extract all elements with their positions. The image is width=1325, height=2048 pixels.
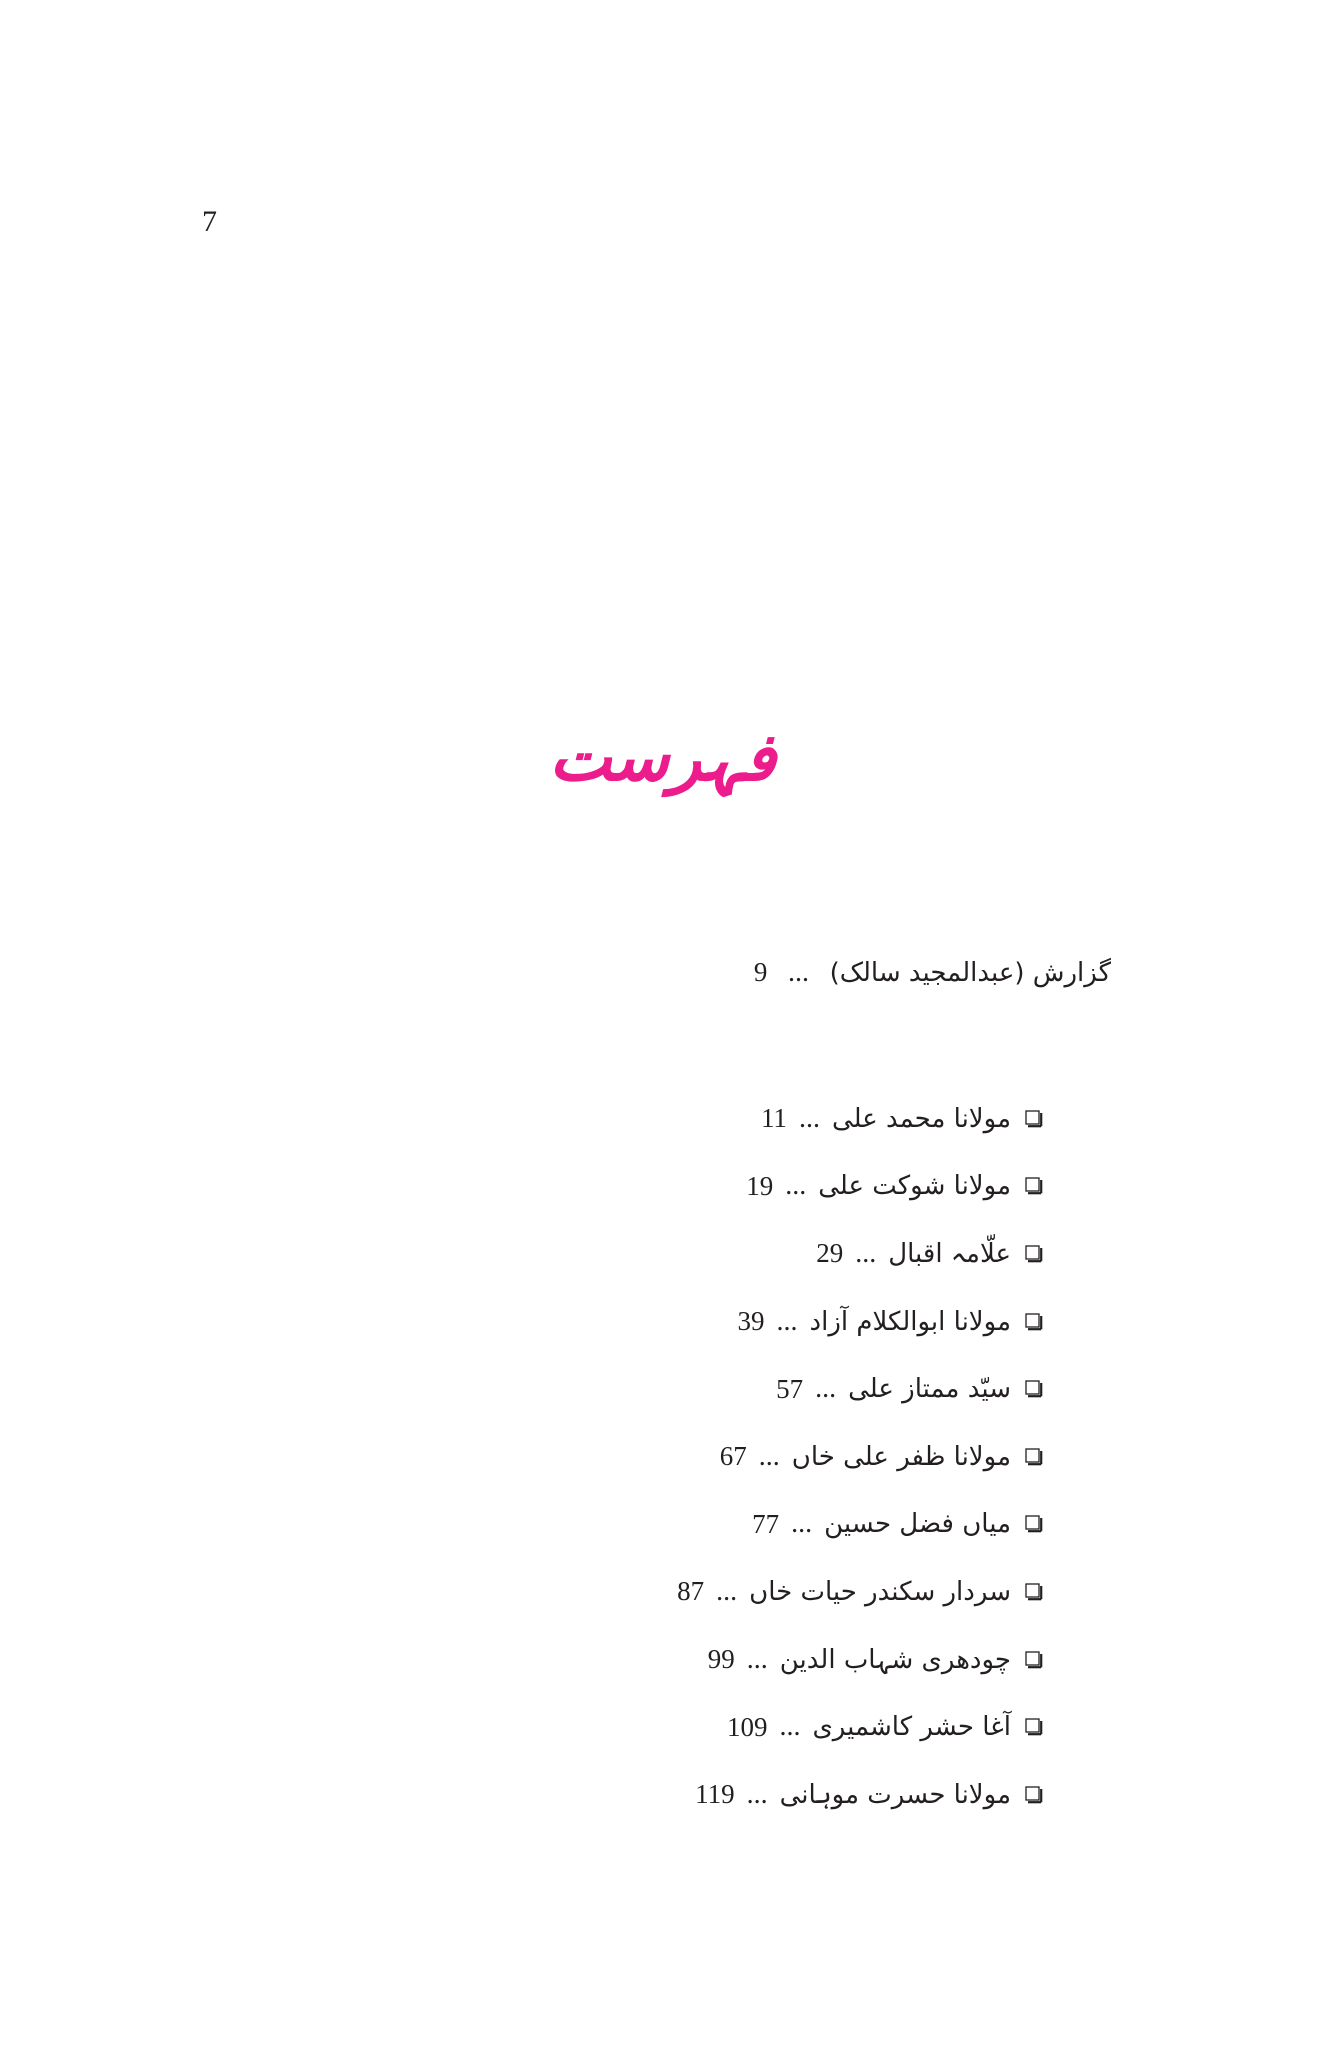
toc-entry-title: سیّد ممتاز علی	[848, 1374, 1011, 1405]
checkbox-square-icon	[1025, 1245, 1043, 1263]
page-number: 7	[202, 205, 217, 238]
toc-entry-title: مولانا محمد علی	[831, 1103, 1011, 1134]
toc-entry-title: سردار سکندر حیات خاں	[749, 1576, 1011, 1607]
checkbox-square-icon	[1025, 1313, 1043, 1331]
checkbox-square-icon	[1025, 1448, 1043, 1466]
checkbox-square-icon	[1025, 1380, 1043, 1398]
intro-title: گزارش (عبدالمجید سالک)	[829, 958, 1111, 988]
toc-entry[interactable]	[677, 1626, 1043, 1694]
page-title: فہرست	[549, 718, 776, 796]
checkbox-square-icon	[1025, 1651, 1043, 1669]
toc-entry-separator: ...	[779, 1711, 801, 1743]
checkbox-square-icon	[1025, 1515, 1043, 1533]
checkbox-square-icon	[1025, 1718, 1043, 1736]
toc-entry-title: مولانا ظفر علی خاں	[791, 1441, 1011, 1472]
intro-separator: ...	[787, 957, 809, 988]
toc-entry-page-number: 11	[760, 1103, 787, 1134]
toc-entry-separator: ...	[791, 1508, 813, 1540]
toc-entry[interactable]	[677, 1491, 1043, 1559]
toc-entry-page-number: 67	[719, 1441, 747, 1472]
toc-entry-separator: ...	[716, 1575, 738, 1607]
checkbox-square-icon	[1025, 1110, 1043, 1128]
toc-entry-separator: ...	[758, 1440, 780, 1472]
toc-entry-page-number: 57	[776, 1373, 804, 1404]
table-of-contents	[677, 1085, 1043, 1829]
toc-entry-separator: ...	[776, 1305, 798, 1337]
toc-entry[interactable]	[677, 1153, 1043, 1221]
toc-entry-title: میاں فضل حسین	[824, 1509, 1011, 1540]
toc-entry-page-number: 87	[677, 1576, 705, 1607]
intro-page-number: 9	[753, 957, 768, 987]
toc-entry[interactable]	[677, 1761, 1043, 1829]
toc-entry-page-number: 19	[746, 1170, 774, 1201]
toc-entry-separator: ...	[798, 1102, 820, 1134]
toc-entry-title: علّامہ اقبال	[888, 1238, 1011, 1269]
toc-entry-page-number: 39	[737, 1306, 765, 1337]
checkbox-square-icon	[1025, 1177, 1043, 1195]
toc-entry-page-number: 119	[695, 1779, 735, 1810]
toc-entry-separator: ...	[815, 1373, 837, 1405]
toc-entry-separator: ...	[746, 1778, 768, 1810]
toc-entry-page-number: 99	[707, 1644, 735, 1675]
toc-entry-separator: ...	[746, 1643, 768, 1675]
toc-entry-page-number: 29	[816, 1238, 844, 1269]
intro-entry[interactable]	[754, 947, 1111, 998]
toc-entry[interactable]	[677, 1423, 1043, 1491]
toc-entry-separator: ...	[855, 1237, 877, 1269]
toc-entry[interactable]	[677, 1220, 1043, 1288]
toc-entry[interactable]	[677, 1558, 1043, 1626]
toc-entry-title: آغا حشر کاشمیری	[812, 1712, 1011, 1743]
toc-entry[interactable]	[677, 1085, 1043, 1153]
toc-entry-title: مولانا شوکت علی	[818, 1171, 1011, 1202]
toc-entry-separator: ...	[785, 1170, 807, 1202]
toc-entry-title: چودھری شہاب الدین	[779, 1644, 1011, 1675]
toc-entry-page-number: 109	[726, 1711, 768, 1742]
toc-entry[interactable]	[677, 1288, 1043, 1356]
checkbox-square-icon	[1025, 1786, 1043, 1804]
toc-entry[interactable]	[677, 1693, 1043, 1761]
toc-entry-title: مولانا حسرت موہانی	[779, 1779, 1011, 1810]
toc-entry[interactable]	[677, 1355, 1043, 1423]
toc-entry-page-number: 77	[752, 1508, 780, 1539]
checkbox-square-icon	[1025, 1583, 1043, 1601]
toc-entry-title: مولانا ابوالکلام آزاد	[809, 1306, 1011, 1337]
